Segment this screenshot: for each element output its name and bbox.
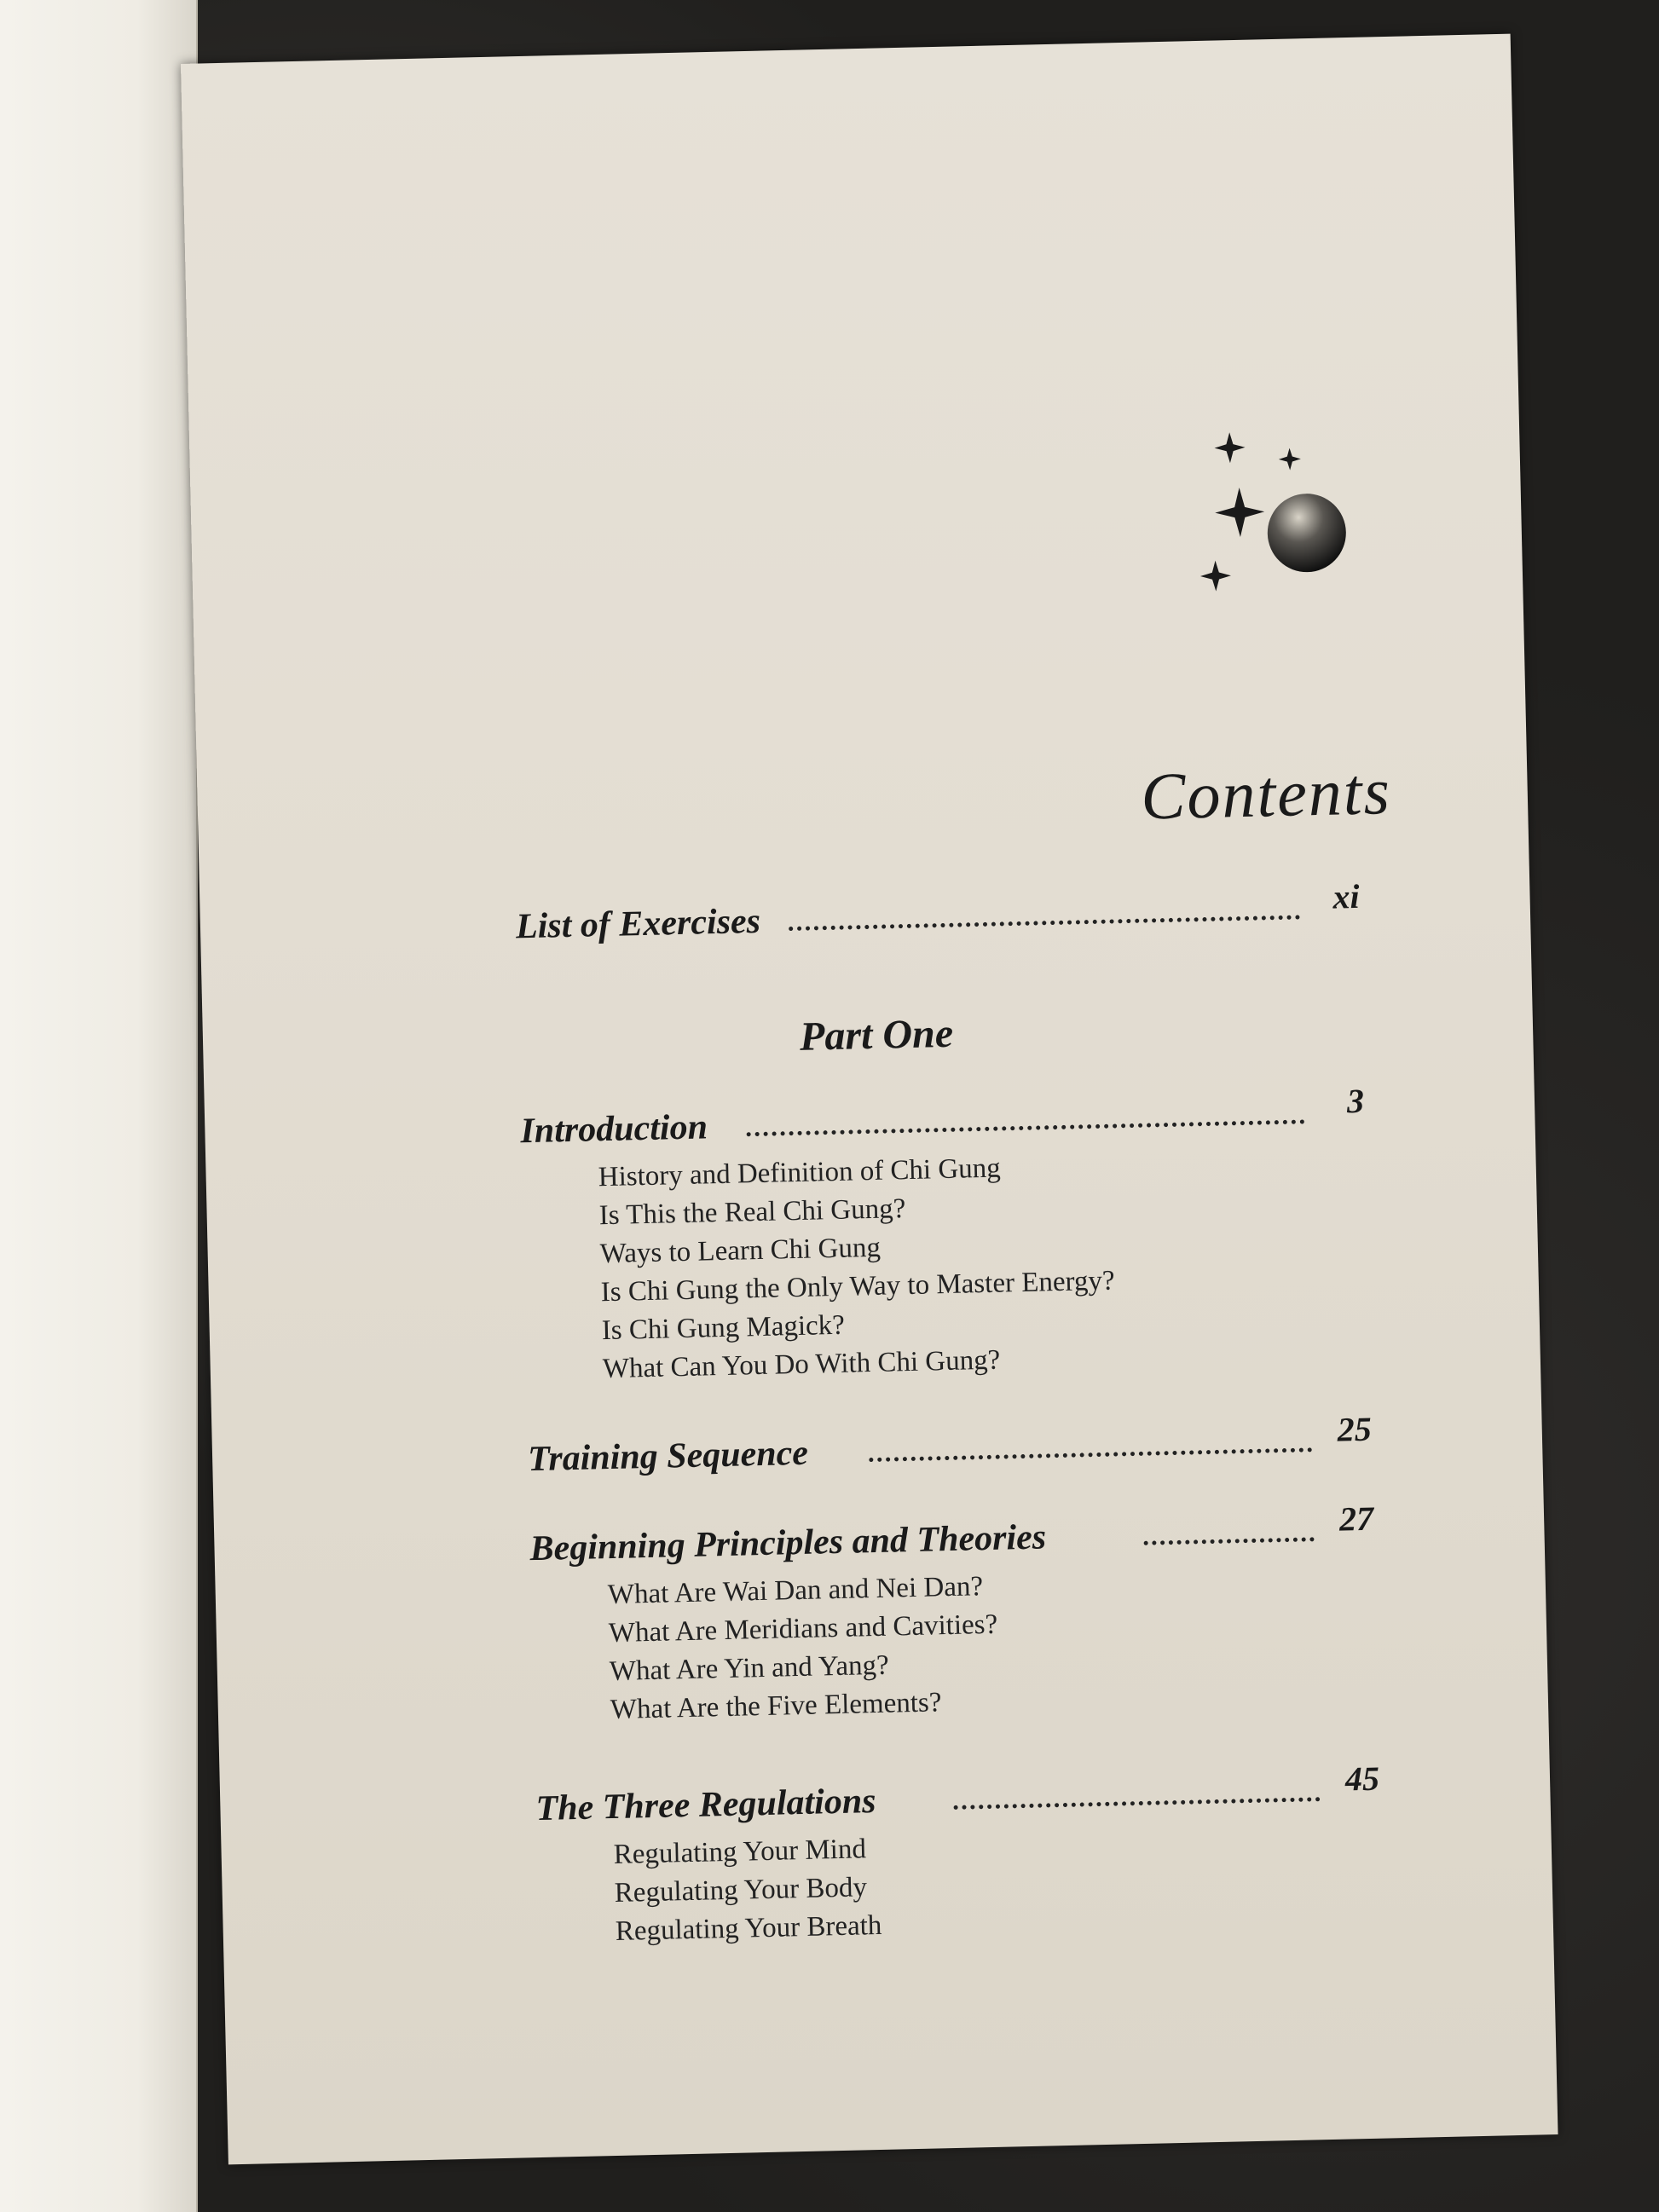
subtopic: What Are Wai Dan and Nei Dan? [607, 1571, 984, 1611]
principles-subtopics [607, 1568, 999, 1730]
subtopic: Is Chi Gung Magick? [601, 1309, 846, 1347]
subtopic: What Are Yin and Yang? [609, 1649, 890, 1688]
leader-dots [1144, 1533, 1315, 1545]
subtopic: What Can You Do With Chi Gung? [602, 1344, 1001, 1385]
part-heading: Part One [799, 1010, 954, 1060]
subtopic: Is Chi Gung the Only Way to Master Energy? [600, 1265, 1115, 1308]
toc-entry-label: Training Sequence [527, 1433, 809, 1480]
leader-dots [747, 1116, 1305, 1136]
toc-page-number: 45 [1344, 1759, 1380, 1799]
introduction-subtopics [598, 1147, 1117, 1389]
toc-entry-introduction[interactable] [519, 1081, 1365, 1152]
toc-entry-label: The Three Regulations [535, 1782, 877, 1829]
facing-page [0, 0, 198, 2212]
star-icon [1214, 432, 1246, 464]
stars-moon-ornament [1177, 403, 1405, 664]
leader-dots [789, 911, 1300, 931]
subtopic: What Are Meridians and Cavities? [608, 1608, 998, 1649]
toc-entry-label: Beginning Principles and Theories [529, 1517, 1047, 1569]
toc-entry-three-regulations[interactable] [535, 1759, 1380, 1829]
toc-entry-list-of-exercises[interactable] [515, 876, 1361, 948]
toc-page-number: 3 [1346, 1081, 1365, 1121]
page-title: Contents [1140, 754, 1392, 834]
contents-page [181, 34, 1558, 2165]
subtopic: Regulating Your Body [614, 1872, 868, 1909]
regulations-subtopics [613, 1830, 882, 1951]
star-icon [1200, 560, 1232, 592]
star-icon [1215, 487, 1265, 537]
moon-icon [1267, 493, 1347, 573]
toc-page-number: 27 [1338, 1499, 1374, 1539]
subtopic: Is This the Real Chi Gung? [598, 1193, 906, 1232]
subtopic: Regulating Your Breath [615, 1909, 882, 1947]
subtopic: What Are the Five Elements? [610, 1687, 942, 1726]
toc-page-number: 25 [1337, 1409, 1373, 1449]
star-icon [1279, 448, 1302, 471]
toc-entry-label: List of Exercises [515, 901, 761, 947]
toc-page-number: xi [1332, 876, 1361, 916]
toc-entry-label: Introduction [519, 1107, 708, 1152]
toc-entry-beginning-principles[interactable] [529, 1499, 1374, 1569]
leader-dots [953, 1793, 1320, 1810]
subtopic: Regulating Your Mind [613, 1834, 867, 1871]
subtopic: Ways to Learn Chi Gung [599, 1232, 882, 1270]
subtopic: History and Definition of Chi Gung [598, 1152, 1002, 1193]
toc-entry-training-sequence[interactable] [527, 1409, 1373, 1480]
leader-dots [869, 1444, 1312, 1462]
